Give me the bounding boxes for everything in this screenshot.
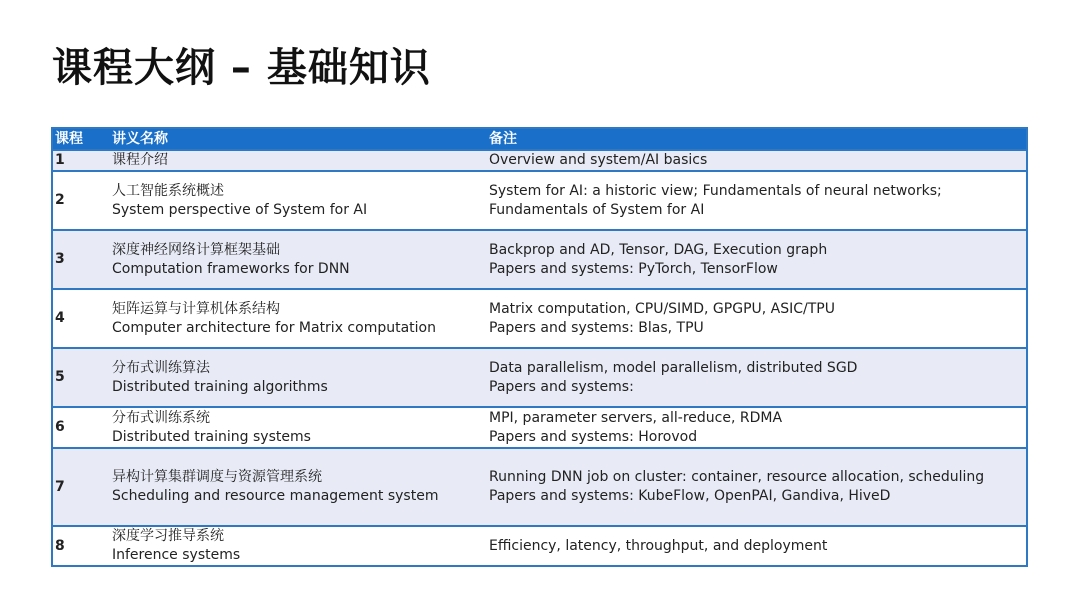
table-row <box>52 150 1027 171</box>
course-number: 6 <box>52 407 110 448</box>
course-number: 1 <box>52 150 110 171</box>
notes-cell <box>487 150 1027 171</box>
lecture-name-chinese: 分布式训练系统 <box>112 409 210 426</box>
lecture-name-english: Distributed training systems <box>112 428 311 445</box>
table-row <box>52 526 1027 566</box>
notes-cell <box>487 348 1027 407</box>
note-line: Data parallelism, model parallelism, distributed SGD <box>489 359 858 376</box>
course-number: 2 <box>52 171 110 230</box>
lecture-name-english: Computation frameworks for DNN <box>112 260 350 277</box>
lecture-name-cell <box>110 407 487 448</box>
table-row <box>52 348 1027 407</box>
header-course: 课程 <box>52 128 110 150</box>
lecture-name-cell <box>110 150 487 171</box>
course-number: 5 <box>52 348 110 407</box>
note-line: Papers and systems: <box>489 378 634 395</box>
note-line: Papers and systems: PyTorch, TensorFlow <box>489 260 778 277</box>
notes-cell <box>487 230 1027 289</box>
course-number: 7 <box>52 448 110 526</box>
note-line: Running DNN job on cluster: container, resource allocation, scheduling <box>489 469 985 485</box>
lecture-name-english: Distributed training algorithms <box>112 378 328 395</box>
lecture-name-english: Inference systems <box>112 547 241 563</box>
notes-cell <box>487 171 1027 230</box>
lecture-name-cell <box>110 448 487 526</box>
note-line: Backprop and AD, Tensor, DAG, Execution graph <box>489 241 828 258</box>
course-outline-table <box>51 127 1028 567</box>
lecture-name-chinese: 分布式训练算法 <box>112 359 210 376</box>
lecture-name-english: Computer architecture for Matrix computation <box>112 319 436 336</box>
lecture-name-chinese: 异构计算集群调度与资源管理系统 <box>112 469 322 485</box>
note-line: Efficiency, latency, throughput, and deployment <box>489 537 828 554</box>
note-line: Fundamentals of System for AI <box>489 201 705 218</box>
lecture-name-chinese: 矩阵运算与计算机体系结构 <box>112 300 280 317</box>
lecture-name-cell <box>110 171 487 230</box>
note-line: Overview and system/AI basics <box>489 152 708 168</box>
course-number: 8 <box>52 526 110 566</box>
note-line: Papers and systems: Blas, TPU <box>489 319 704 336</box>
header-notes: 备注 <box>487 128 1027 150</box>
notes-cell <box>487 407 1027 448</box>
table-row <box>52 230 1027 289</box>
notes-cell <box>487 448 1027 526</box>
table-row <box>52 407 1027 448</box>
lecture-name-chinese: 课程介绍 <box>112 152 168 168</box>
lecture-name-cell <box>110 289 487 348</box>
notes-cell <box>487 526 1027 566</box>
lecture-name-english: Scheduling and resource management system <box>112 488 439 504</box>
note-line: Matrix computation, CPU/SIMD, GPGPU, ASIC/TPU <box>489 300 835 317</box>
note-line: Papers and systems: Horovod <box>489 428 698 445</box>
course-number: 3 <box>52 230 110 289</box>
lecture-name-english: System perspective of System for AI <box>112 201 368 218</box>
lecture-name-chinese: 深度学习推导系统 <box>112 528 224 544</box>
notes-cell <box>487 289 1027 348</box>
table-row <box>52 171 1027 230</box>
lecture-name-cell <box>110 230 487 289</box>
course-number: 4 <box>52 289 110 348</box>
note-line: Papers and systems: KubeFlow, OpenPAI, Gandiva, HiveD <box>489 488 891 504</box>
header-lecture-name: 讲义名称 <box>110 128 487 150</box>
table-row <box>52 289 1027 348</box>
table-row <box>52 448 1027 526</box>
lecture-name-cell <box>110 526 487 566</box>
lecture-name-cell <box>110 348 487 407</box>
table-header-row <box>52 128 1027 150</box>
note-line: MPI, parameter servers, all-reduce, RDMA <box>489 409 783 426</box>
slide-title: 课程大纲 – 基础知识 <box>52 45 431 91</box>
lecture-name-chinese: 深度神经网络计算框架基础 <box>112 241 280 258</box>
note-line: System for AI: a historic view; Fundamentals of neural networks; <box>489 182 942 199</box>
lecture-name-chinese: 人工智能系统概述 <box>112 182 224 199</box>
